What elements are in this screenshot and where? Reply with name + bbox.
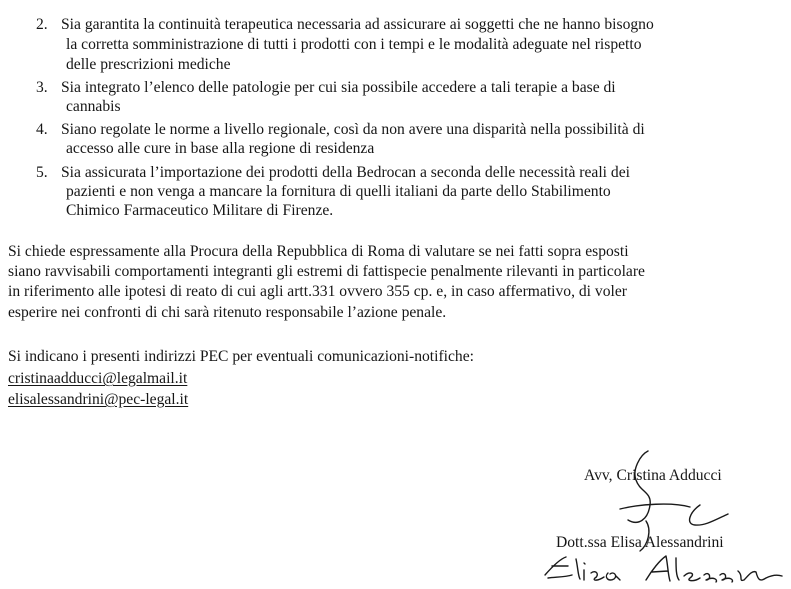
list-item-line: Sia garantita la continuità terapeutica necessaria ad assicurare ai soggetti che ne hanno bisogno xyxy=(61,16,654,33)
list-item-line: accesso alle cure in base alla regione di residenza xyxy=(66,140,375,157)
paragraph-line: siano ravvisabili comportamenti integranti gli estremi di fattispecie penalmente rilevanti in particolare xyxy=(8,263,645,280)
paragraph-line: Si chiede espressamente alla Procura della Repubblica di Roma di valutare se nei fatti sopra esposti xyxy=(8,243,629,260)
list-item-line: cannabis xyxy=(66,98,121,115)
list-item-line: pazienti e non venga a mancare la fornitura di quelli italiani da parte dello Stabilimento xyxy=(66,183,611,200)
list-item-line: delle prescrizioni mediche xyxy=(66,56,231,73)
email-link-adducci[interactable]: cristinaadducci@legalmail.it xyxy=(8,370,188,387)
email-link-alessandrini[interactable]: elisalessandrini@pec-legal.it xyxy=(8,391,189,408)
list-item-line: Sia assicurata l’importazione dei prodotti della Bedrocan a seconda delle necessità reali dei xyxy=(61,164,630,181)
list-item-line: la corretta somministrazione di tutti i prodotti con i tempi e le modalità adeguate nel rispetto xyxy=(66,36,642,53)
paragraph-line: in riferimento alle ipotesi di reato di cui agli artt.331 ovvero 355 cp. e, in caso affermativo, di voler xyxy=(8,283,627,300)
list-item-number: 4. xyxy=(36,121,48,138)
list-item-number: 3. xyxy=(36,79,48,96)
list-item-number: 5. xyxy=(36,164,48,181)
paragraph-line: esperire nei confronti di chi sarà ritenuto responsabile l’azione penale. xyxy=(8,304,447,321)
list-item-line: Siano regolate le norme a livello regionale, così da non avere una disparità nella possibilità di xyxy=(61,121,645,138)
list-item-line: Sia integrato l’elenco delle patologie per cui sia possibile accedere a tali terapie a base di xyxy=(61,79,616,96)
list-item-number: 2. xyxy=(36,16,48,33)
signatory-adducci: Avv, Cristina Adducci xyxy=(584,467,722,484)
pec-intro: Si indicano i presenti indirizzi PEC per eventuali comunicazioni-notifiche: xyxy=(8,348,474,365)
list-item-line: Chimico Farmaceutico Militare di Firenze. xyxy=(66,202,334,219)
signatory-alessandrini: Dott.ssa Elisa Alessandrini xyxy=(556,534,724,551)
